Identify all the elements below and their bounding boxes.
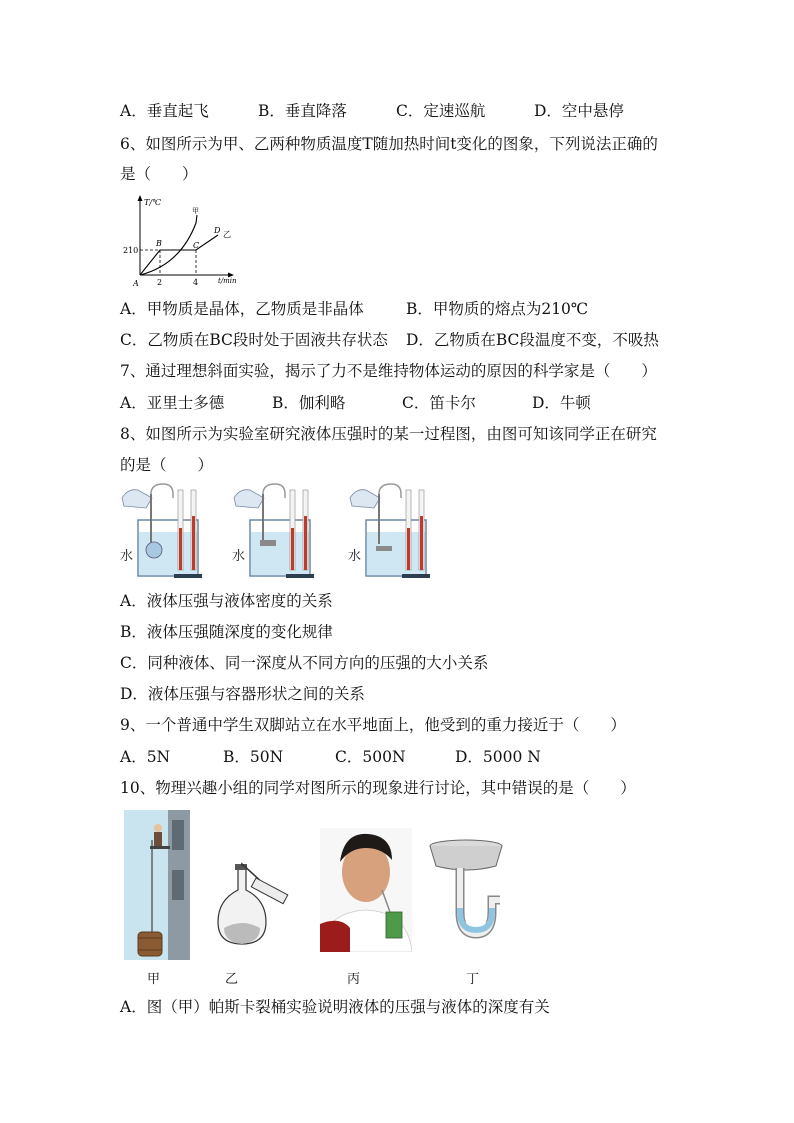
x-axis-label: t/min (218, 277, 237, 285)
curve-yi (140, 235, 218, 275)
liquid-right (304, 516, 307, 570)
q5-option-d[interactable]: D．空中悬停 (534, 102, 624, 120)
q5-options (120, 100, 624, 122)
q5-option-c[interactable]: C．定速巡航 (396, 102, 486, 120)
q9-option-c[interactable]: C．500N (335, 748, 406, 766)
q9-option-a[interactable]: A．5N (120, 748, 171, 766)
q10-caption-ding: 丁 (466, 972, 480, 987)
q7-stem: 7、通过理想斜面实验，揭示了力不是维持物体运动的原因的科学家是（ ） (120, 362, 657, 380)
liquid-right (420, 516, 423, 570)
liquid-left (291, 528, 294, 570)
q6-option-c[interactable]: C．乙物质在BC段时处于固液共存状态 (120, 331, 388, 349)
balcony (150, 846, 170, 849)
stand-base (402, 574, 430, 578)
stand-base (174, 574, 202, 578)
probe-head-icon (260, 540, 276, 546)
q6-option-b[interactable]: B．甲物质的熔点为210℃ (405, 300, 589, 318)
q7-option-c[interactable]: C．笛卡尔 (402, 394, 476, 412)
q9-option-b[interactable]: B．50N (223, 748, 284, 766)
water-label: 水 (232, 549, 246, 564)
rubber-tube (151, 484, 173, 498)
q9-option-d[interactable]: D．5000 N (455, 748, 541, 766)
q7-option-a[interactable]: A．亚里士多德 (120, 394, 225, 412)
q10-figure-ding-sink-trap (428, 838, 506, 950)
rubber-tube (379, 484, 401, 498)
liquid-right (192, 516, 195, 570)
point-c-label: C (193, 241, 200, 250)
label-yi: 乙 (223, 230, 231, 239)
q7-options (120, 392, 591, 414)
water-label: 水 (348, 549, 362, 564)
q6-stem-line2: 是（ ） (120, 165, 198, 183)
water-area (251, 532, 309, 575)
q8-option-a[interactable]: A．液体压强与液体密度的关系 (120, 592, 333, 610)
q8-stem-line1: 8、如图所示为实验室研究液体压强时的某一过程图，由图可知该同学正在研究 (120, 425, 657, 443)
window (172, 820, 184, 850)
tick-210: 210 (123, 246, 139, 255)
q8-option-b[interactable]: B．液体压强随深度的变化规律 (120, 623, 333, 641)
q10-caption-bing: 丙 (347, 972, 361, 987)
tick-2: 2 (157, 278, 163, 287)
barrel-icon (138, 932, 162, 956)
q10-figure-bing-student-drinking (320, 828, 412, 952)
tick-4: 4 (193, 278, 199, 287)
q9-stem: 9、一个普通中学生双脚站立在水平地面上，他受到的重力接近于（ ） (120, 716, 626, 734)
q7-option-d[interactable]: D．牛顿 (532, 394, 591, 412)
person-body (154, 832, 162, 846)
person-head (154, 824, 162, 832)
q7-option-b[interactable]: B．伽利略 (272, 394, 346, 412)
q6-option-d[interactable]: D．乙物质在BC段温度不变，不吸热 (405, 331, 659, 349)
q10-caption-jia: 甲 (147, 972, 161, 987)
drink-box-icon (386, 912, 402, 938)
water-area (367, 532, 425, 575)
q8-setup-2 (232, 484, 314, 578)
q9-options (120, 746, 541, 768)
hand-icon (122, 490, 152, 508)
q5-option-b[interactable]: B．垂直降落 (258, 102, 347, 120)
y-axis-label: T/℃ (144, 198, 161, 207)
curve-jia (140, 215, 200, 275)
q5-option-a[interactable]: A．垂直起飞 (120, 102, 209, 120)
q10-option-a[interactable]: A．图（甲）帕斯卡裂桶实验说明液体的压强与液体的深度有关 (120, 998, 550, 1016)
q8-setup-1 (120, 484, 202, 578)
q10-stem: 10、物理兴趣小组的同学对图所示的现象进行讨论，其中错误的是（ ） (120, 779, 636, 797)
q6-temperature-graph (118, 193, 258, 288)
red-sleeve (320, 921, 350, 952)
q8-setup-3 (348, 484, 430, 578)
probe-head-icon (376, 546, 392, 551)
q8-option-d[interactable]: D．液体压强与容器形状之间的关系 (120, 685, 365, 703)
q10-figure-yi-flask-syringe (212, 862, 298, 952)
y-axis-arrow (138, 195, 143, 201)
q6-stem-line1: 6、如图所示为甲、乙两种物质温度T随加热时间t变化的图象，下列说法正确的 (120, 135, 658, 153)
q8-stem-line2: 的是（ ） (120, 456, 214, 474)
liquid-left (407, 528, 410, 570)
label-jia: 甲 (192, 207, 199, 215)
water-label: 水 (120, 549, 134, 564)
liquid-left (179, 528, 182, 570)
q8-option-c[interactable]: C．同种液体、同一深度从不同方向的压强的大小关系 (120, 654, 489, 672)
point-d-label: D (214, 226, 221, 235)
stand-base (286, 574, 314, 578)
rubber-tube (263, 484, 285, 498)
probe-head-icon (146, 542, 162, 558)
hand-icon (350, 490, 380, 508)
window (172, 870, 184, 900)
q8-pressure-experiment-figure (118, 480, 448, 582)
point-a-label: A (133, 279, 139, 288)
q6-options-row2 (120, 329, 659, 351)
point-b-label: B (156, 239, 162, 248)
q10-caption-yi: 乙 (225, 972, 239, 987)
q6-option-a[interactable]: A．甲物质是晶体，乙物质是非晶体 (120, 300, 364, 318)
hand-icon (234, 490, 264, 508)
sink-basin-icon (430, 846, 502, 870)
q6-options-row1 (120, 298, 588, 320)
q10-figure-jia-pascal-barrel (124, 810, 190, 960)
